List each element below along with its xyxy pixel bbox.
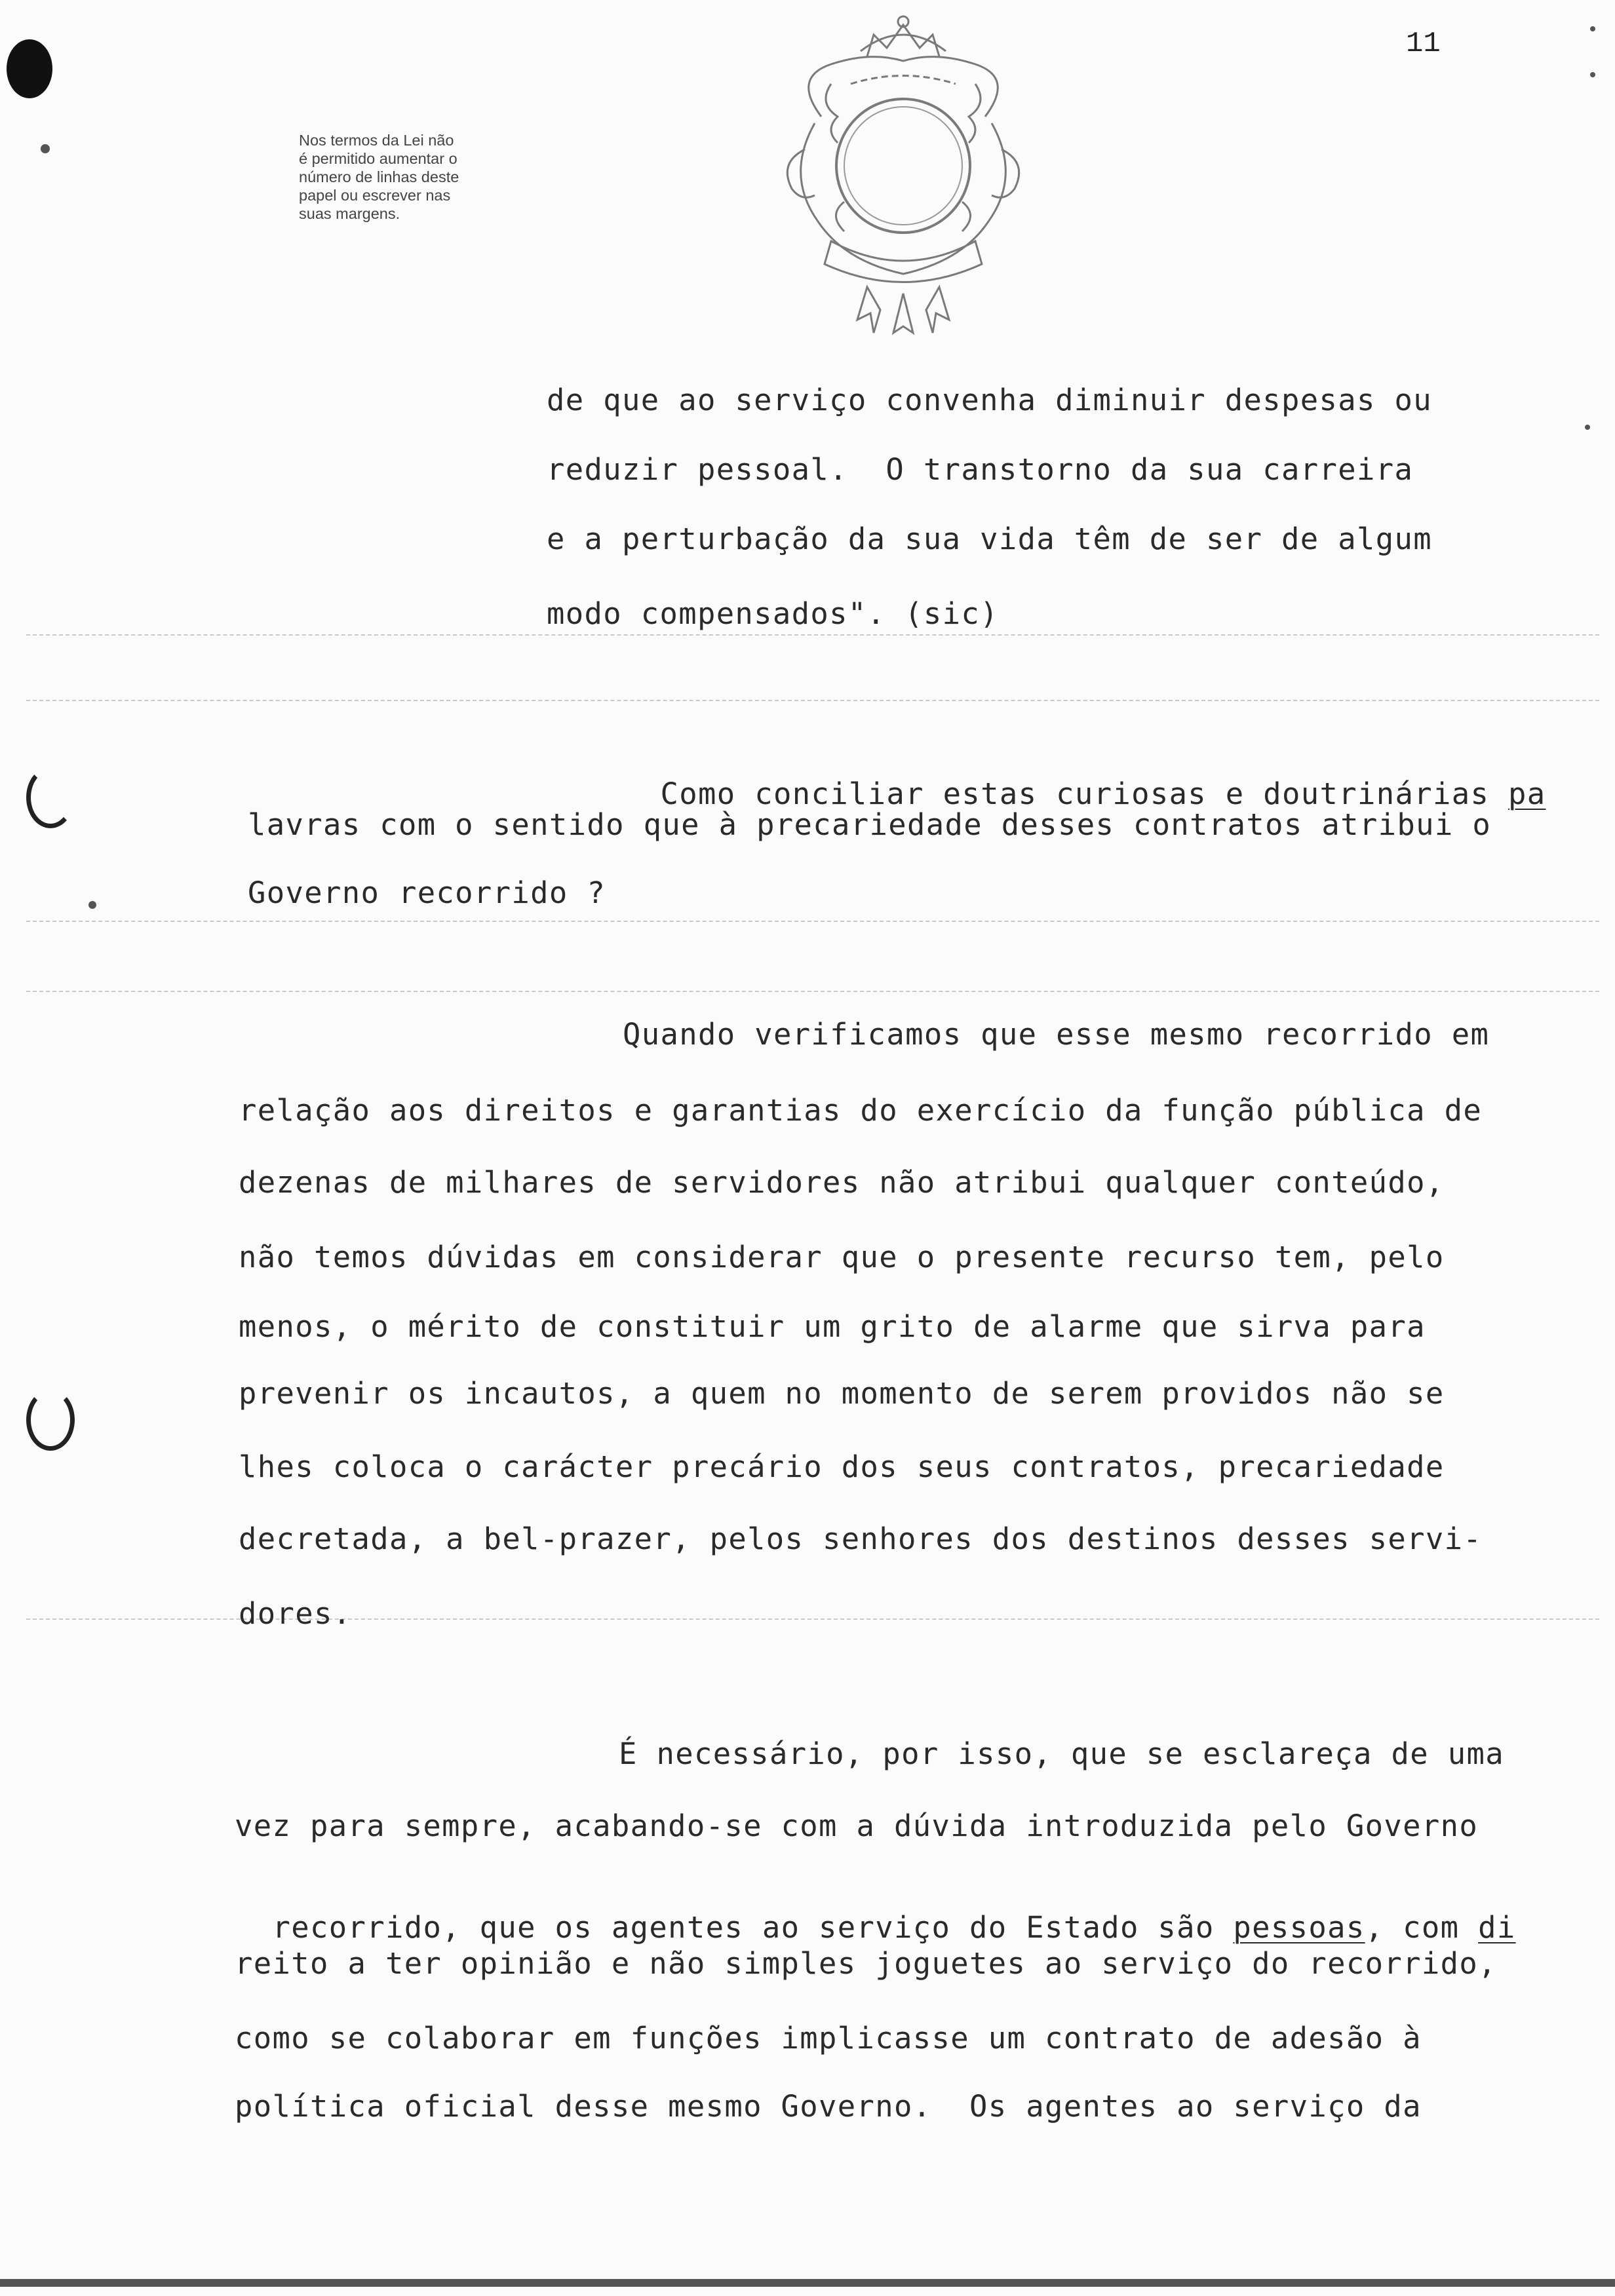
paragraph-3-line: lhes coloca o carácter precário dos seus contratos, precariedade [239, 1449, 1445, 1484]
paragraph-4-line: política oficial desse mesmo Governo. Os agentes ao serviço da [235, 2089, 1422, 2124]
paragraph-3-line: relação aos direitos e garantias do exercício da função pública de [239, 1093, 1483, 1128]
paragraph-2-line [623, 742, 1546, 811]
paragraph-3-line: dezenas de milhares de servidores não atribui qualquer conteúdo, [239, 1165, 1445, 1200]
page-bottom-edge [0, 2279, 1615, 2287]
paragraph-1-line: e a perturbação da sua vida têm de ser de algum [547, 522, 1432, 556]
paragraph-4-text: recorrido, que os agentes ao serviço do Estado são [272, 1910, 1234, 1945]
paragraph-1-line: modo compensados". (sic) [547, 596, 999, 631]
legal-notice [299, 131, 548, 223]
paragraph-4-line [235, 1875, 1516, 1945]
paragraph-2-line: Governo recorrido ? [248, 875, 606, 910]
legal-notice-line: é permitido aumentar o [299, 150, 457, 167]
legal-notice-line: Nos termos da Lei não [299, 132, 454, 149]
page-number: 11 [1406, 28, 1441, 60]
paragraph-2-line: lavras com o sentido que à precariedade desses contratos atribui o [248, 807, 1492, 842]
legal-notice-line: suas margens. [299, 205, 400, 222]
paragraph-1-line: de que ao serviço convenha diminuir despesas ou [547, 383, 1432, 417]
paragraph-4-text: , com [1365, 1910, 1479, 1945]
legal-notice-line: número de linhas deste [299, 168, 459, 185]
punch-hole-mark [26, 767, 75, 828]
coat-of-arms-seal [752, 5, 1054, 346]
paragraph-4-text-underlined: pessoas [1233, 1910, 1365, 1945]
paragraph-4-text-underlined: di [1478, 1910, 1516, 1945]
paragraph-2-text: Como conciliar estas curiosas e doutrinárias [660, 776, 1508, 811]
punch-hole-mark [26, 1389, 75, 1451]
paragraph-3-line: dores. [239, 1596, 352, 1631]
punch-hole-mark [7, 39, 52, 98]
paragraph-4-line: como se colaborar em funções implicasse um contrato de adesão à [235, 2021, 1422, 2056]
paragraph-3-line: Quando verificamos que esse mesmo recorrido em [623, 1017, 1490, 1052]
paragraph-1-line: reduzir pessoal. O transtorno da sua carreira [547, 452, 1414, 487]
paragraph-4-line: reito a ter opinião e não simples joguetes ao serviço do recorrido, [235, 1946, 1497, 1981]
paragraph-2-text-underlined: pa [1508, 776, 1546, 811]
paragraph-3-line: prevenir os incautos, a quem no momento de serem providos não se [239, 1376, 1445, 1411]
paragraph-3-line: menos, o mérito de constituir um grito de alarme que sirva para [239, 1309, 1426, 1344]
paragraph-3-line: não temos dúvidas em considerar que o presente recurso tem, pelo [239, 1240, 1445, 1274]
legal-notice-line: papel ou escrever nas [299, 187, 451, 204]
paragraph-3-line: decretada, a bel-prazer, pelos senhores dos destinos desses servi- [239, 1521, 1483, 1556]
paragraph-4-line: É necessário, por isso, que se esclareça de uma [619, 1736, 1504, 1771]
paragraph-4-line: vez para sempre, acabando-se com a dúvida introduzida pelo Governo [235, 1808, 1479, 1843]
